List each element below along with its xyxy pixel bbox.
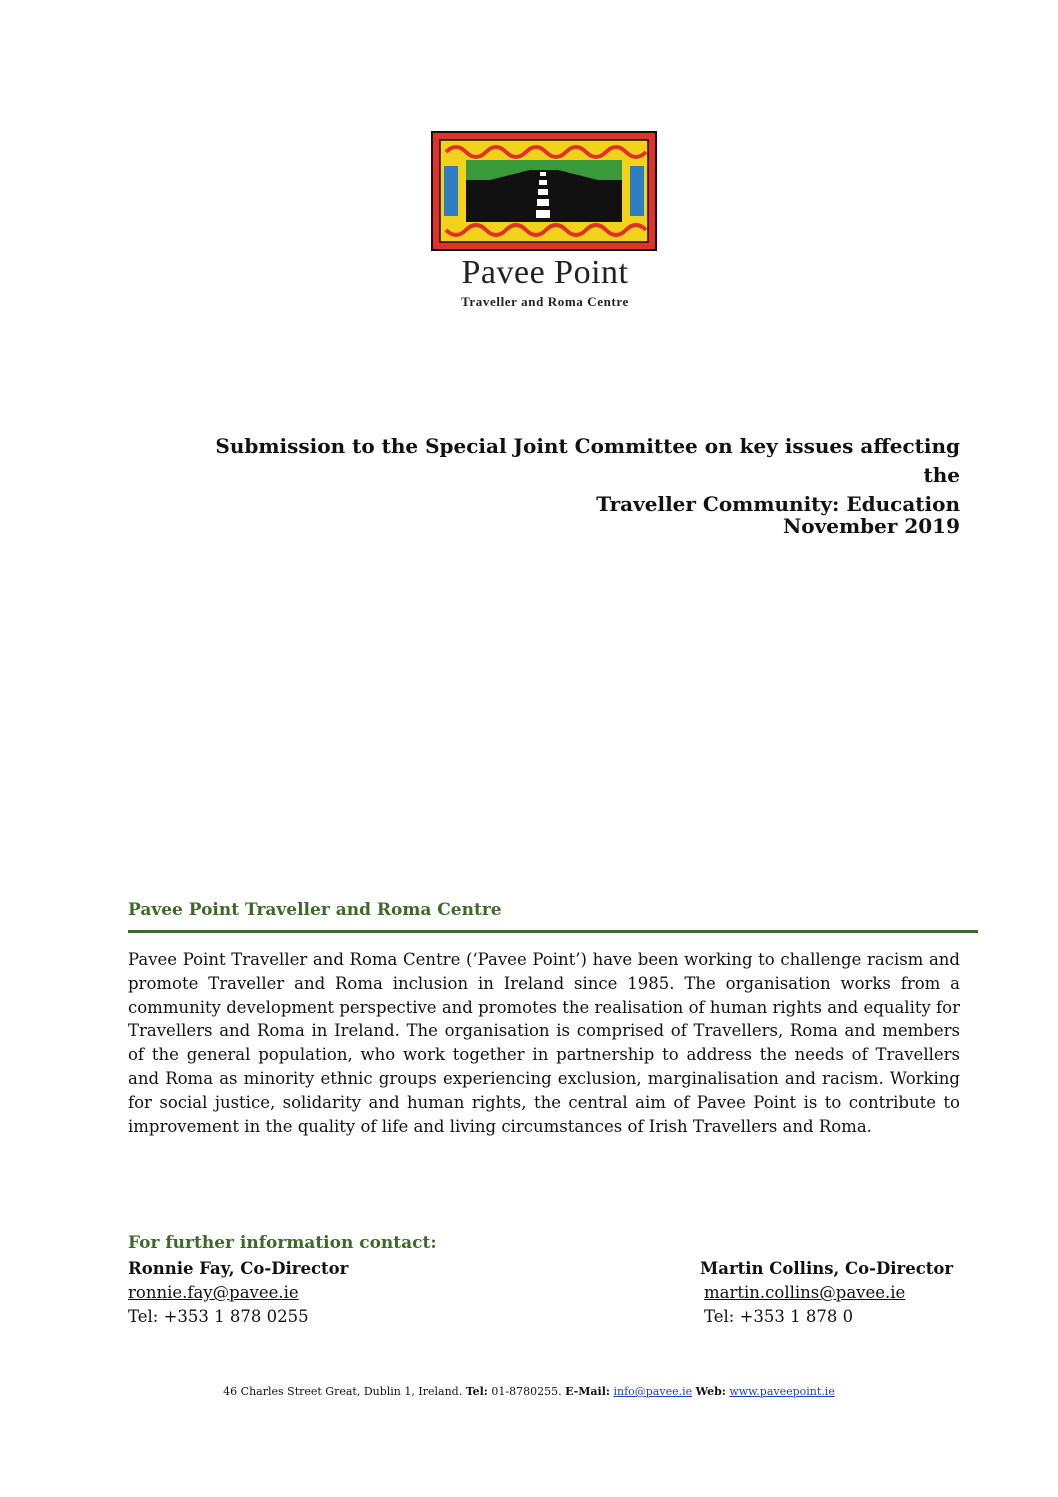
contact-tel: Tel: +353 1 878 0 [704,1307,854,1326]
footer-web-label: Web: [695,1385,726,1398]
contact-tel: Tel: +353 1 878 0255 [128,1307,309,1326]
contact-name: Ronnie Fay, Co-Director [128,1259,349,1278]
footer-email-label: E-Mail: [565,1385,610,1398]
logo-artwork-icon [430,126,660,256]
contact-right [700,1257,953,1329]
title-line-1: Submission to the Special Joint Committee on key issues affecting the [215,434,960,487]
footer-tel: 01-8780255. [491,1385,562,1398]
section-heading: Pavee Point Traveller and Roma Centre [128,900,502,920]
footer-email-link[interactable]: info@pavee.ie [613,1385,693,1398]
pavee-point-logo [430,126,660,256]
title-line-2: Traveller Community: Education [596,492,960,516]
logo-wordmark: Pavee Point [461,254,629,291]
contact-heading: For further information contact: [128,1233,437,1253]
footer-web-link[interactable]: www.paveepoint.ie [729,1385,835,1398]
section-body: Pavee Point Traveller and Roma Centre (‘Pavee Point’) have been working to challenge racism and promote Traveller and Roma inclusion in Ireland since 1985. The organisation works from a community development perspective and promotes the realisation of human rights and equality for Travellers and Roma in Ireland. The organisation is comprised of Travellers, Roma and members of the general population, who work together in partnership to address the needs of Travellers and Roma as minority ethnic groups experiencing exclusion, marginalisation and racism. Working for social justice, solidarity and human rights, the central aim of Pavee Point is to contribute to improvement in the quality of life and living circumstances of Irish Travellers and Roma. [128,950,960,1136]
document-date: November 2019 [782,514,960,538]
logo-tagline: Traveller and Roma Centre [461,294,629,309]
section-divider [128,930,978,933]
contact-email-link[interactable]: ronnie.fay@pavee.ie [128,1283,299,1302]
contact-left [128,1257,348,1329]
contact-name: Martin Collins, Co-Director [700,1259,954,1278]
page-footer [100,1385,958,1398]
footer-tel-label: Tel: [465,1385,488,1398]
document-title [200,432,960,519]
footer-address: 46 Charles Street Great, Dublin 1, Ireland. [223,1385,463,1398]
contact-email-link[interactable]: martin.collins@pavee.ie [704,1283,906,1302]
